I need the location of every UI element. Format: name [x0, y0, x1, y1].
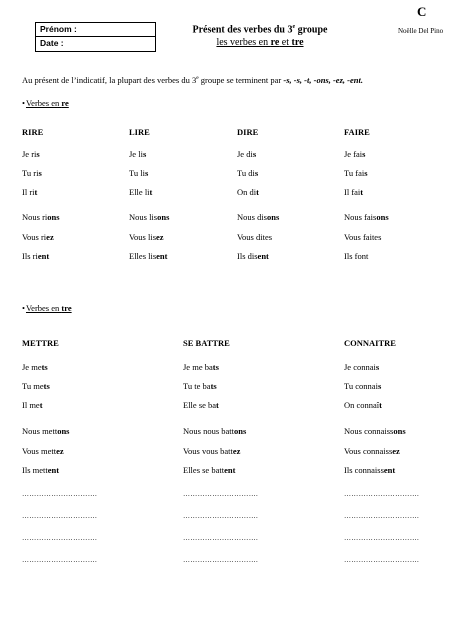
section-tre-suffix: tre — [61, 303, 72, 313]
bullet-icon: • — [22, 303, 25, 313]
section-re-conjugation: Vous dites — [237, 232, 273, 242]
section-re-conjugation: Vous lisez — [129, 232, 164, 242]
section-tre-conjugation: Elle se bat — [183, 400, 219, 410]
author-name: Noëlle Del Pino — [398, 27, 444, 35]
section-re-conjugation: Elles lisent — [129, 251, 168, 261]
section-re-conjugation: Ils disent — [237, 251, 269, 261]
section-tre-verb-header: CONNAITRE — [344, 338, 396, 348]
intro-text — [22, 75, 363, 85]
section-re-conjugation: Je fais — [344, 149, 366, 159]
intro-endings: -s, -s, -t, -ons, -ez, -ent. — [283, 75, 363, 85]
section-re-conjugation: Il fait — [344, 187, 364, 197]
page-title — [170, 24, 350, 35]
answer-blank-line[interactable]: …………………………. — [183, 512, 259, 520]
section-re-conjugation: Tu ris — [22, 168, 42, 178]
answer-blank-line[interactable]: …………………………. — [22, 490, 98, 498]
section-re-conjugation: Nous rions — [22, 212, 60, 222]
intro-a: Au présent de l’indicatif, la plupart des verbes du 3 — [22, 75, 197, 85]
section-tre-conjugation: Ils connaissent — [344, 465, 396, 475]
section-tre-conjugation: Tu mets — [22, 381, 50, 391]
level-badge: C — [417, 4, 427, 19]
section-tre-conjugation: Je me bats — [183, 362, 219, 372]
section-re-conjugation: Nous lisons — [129, 212, 170, 222]
section-re-conjugation: Elle lit — [129, 187, 153, 197]
section-re-conjugation: Nous faisons — [344, 212, 389, 222]
section-re-verb-header: FAIRE — [344, 127, 370, 137]
section-tre-heading — [22, 303, 72, 313]
title-end: groupe — [295, 24, 328, 36]
subtitle-re: re — [270, 37, 280, 48]
section-re-conjugation: Nous disons — [237, 212, 280, 222]
subtitle-a: les verbes en — [216, 37, 271, 48]
title-text: Présent des verbes du 3 — [192, 24, 293, 36]
section-re-conjugation: Je lis — [129, 149, 147, 159]
section-tre-conjugation: Je connais — [344, 362, 380, 372]
prenom-field[interactable] — [36, 23, 155, 37]
section-tre-label: Verbes en — [25, 303, 62, 313]
answer-blank-line[interactable]: …………………………. — [183, 490, 259, 498]
section-tre-verb-header: METTRE — [22, 338, 59, 348]
answer-blank-line[interactable]: …………………………. — [344, 512, 420, 520]
section-tre-conjugation: Ils mettent — [22, 465, 60, 475]
section-tre-conjugation: Il met — [22, 400, 43, 410]
section-tre-conjugation: Vous connaissez — [344, 446, 400, 456]
title-sup: e — [292, 24, 296, 30]
section-tre-conjugation: Vous mettez — [22, 446, 64, 456]
section-re-conjugation: Vous riez — [22, 232, 54, 242]
answer-blank-line[interactable]: …………………………. — [22, 556, 98, 564]
section-re-verb-header: LIRE — [129, 127, 150, 137]
section-tre-conjugation: On connaît — [344, 400, 383, 410]
date-label: Date : — [40, 38, 64, 48]
section-tre-conjugation: Tu te bats — [183, 381, 217, 391]
intro-b: groupe se terminent par — [198, 75, 284, 85]
date-field[interactable] — [36, 37, 155, 50]
section-tre-conjugation: Nous nous battons — [183, 426, 247, 436]
section-re-verb-header: DIRE — [237, 127, 259, 137]
section-tre-conjugation: Elles se battent — [183, 465, 236, 475]
answer-blank-line[interactable]: …………………………. — [344, 534, 420, 542]
section-re-conjugation: Tu dis — [237, 168, 259, 178]
section-re-conjugation: Ils rient — [22, 251, 50, 261]
section-re-heading — [22, 98, 69, 108]
section-re-conjugation: Je dis — [237, 149, 257, 159]
section-re-conjugation: Tu lis — [129, 168, 149, 178]
section-re-conjugation: Vous faites — [344, 232, 382, 242]
bullet-icon: • — [22, 98, 25, 108]
section-tre-conjugation: Nous connaissons — [344, 426, 406, 436]
page-subtitle — [170, 37, 350, 48]
section-re-conjugation: Je ris — [22, 149, 40, 159]
answer-blank-line[interactable]: …………………………. — [22, 534, 98, 542]
section-tre-conjugation: Tu connais — [344, 381, 382, 391]
section-re-conjugation: Ils font — [344, 251, 369, 261]
section-re-conjugation: Tu fais — [344, 168, 368, 178]
section-re-verb-header: RIRE — [22, 127, 44, 137]
answer-blank-line[interactable]: …………………………. — [344, 556, 420, 564]
section-tre-verb-header: SE BATTRE — [183, 338, 230, 348]
section-re-label: Verbes en — [25, 98, 62, 108]
answer-blank-line[interactable]: …………………………. — [344, 490, 420, 498]
section-tre-conjugation: Vous vous battez — [183, 446, 241, 456]
section-tre-conjugation: Nous mettons — [22, 426, 70, 436]
section-re-suffix: re — [61, 98, 69, 108]
prenom-label: Prénom : — [40, 24, 77, 34]
section-re-conjugation: Il rit — [22, 187, 38, 197]
student-info-box — [35, 22, 156, 52]
answer-blank-line[interactable]: …………………………. — [183, 556, 259, 564]
subtitle-tre: tre — [291, 37, 304, 48]
answer-blank-line[interactable]: …………………………. — [22, 512, 98, 520]
answer-blank-line[interactable]: …………………………. — [183, 534, 259, 542]
intro-sup: e — [196, 75, 199, 82]
section-tre-conjugation: Je mets — [22, 362, 48, 372]
subtitle-mid: et — [279, 37, 292, 48]
section-re-conjugation: On dit — [237, 187, 259, 197]
